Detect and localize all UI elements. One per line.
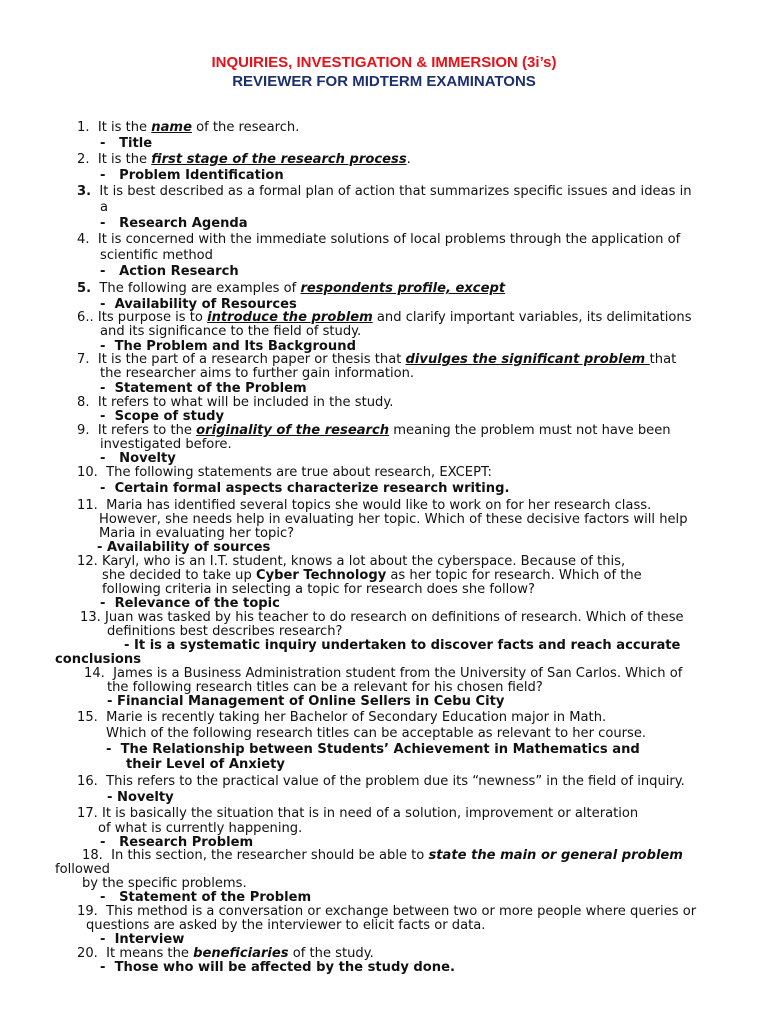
- question-7-cont: the researcher aims to further gain information.: [100, 366, 415, 381]
- answer-19: - Interview: [100, 932, 185, 947]
- question-4-cont: scientific method: [100, 248, 213, 263]
- question-17-cont: of what is currently happening.: [98, 821, 303, 836]
- question-10: 10. The following statements are true about research, EXCEPT:: [77, 465, 492, 480]
- question-18: 18. In this section, the researcher should be able to state the main or general problem: [82, 848, 683, 863]
- question-15-cont: Which of the following research titles can be acceptable as relevant to her course.: [106, 726, 647, 741]
- question-4: 4. It is concerned with the immediate solutions of local problems through the application of: [77, 232, 681, 247]
- question-13-cont: definitions best describes research?: [107, 624, 343, 639]
- answer-12: - Relevance of the topic: [100, 596, 280, 611]
- question-2: 2. It is the first stage of the research process.: [77, 152, 411, 167]
- question-16: 16. This refers to the practical value of the problem due its “newness” in the field of inquiry.: [77, 774, 685, 789]
- answer-7: - Statement of the Problem: [100, 381, 307, 396]
- document-title: INQUIRIES, INVESTIGATION & IMMERSION (3i’s): [211, 54, 557, 71]
- question-13: 13. Juan was tasked by his teacher to do research on definitions of research. Which of these: [80, 610, 684, 625]
- answer-13: - It is a systematic inquiry undertaken to discover facts and reach accurate: [124, 638, 681, 653]
- question-11-cont: However, she needs help in evaluating her topic. Which of these decisive factors will help: [99, 512, 688, 527]
- question-11: 11. Maria has identified several topics she would like to work on for her research class.: [77, 498, 652, 513]
- answer-1: - Title: [100, 136, 153, 151]
- answer-14: - Financial Management of Online Sellers in Cebu City: [107, 694, 505, 709]
- question-14-cont: the following research titles can be a relevant for his chosen field?: [107, 680, 543, 695]
- question-3-cont: a: [100, 200, 109, 215]
- question-20: 20. It means the beneficiaries of the study.: [77, 946, 374, 961]
- answer-15-cont: their Level of Anxiety: [126, 757, 285, 772]
- question-18-cont2: by the specific problems.: [82, 876, 247, 891]
- question-19-cont: questions are asked by the interviewer to elicit facts or data.: [86, 918, 486, 933]
- answer-5: - Availability of Resources: [100, 297, 297, 312]
- question-12-cont: she decided to take up Cyber Technology as her topic for research. Which of the: [102, 568, 642, 583]
- question-14: 14. James is a Business Administration student from the University of San Carlos. Which of: [84, 666, 683, 681]
- question-6: 6.. Its purpose is to introduce the problem and clarify important variables, its delimitations: [77, 310, 692, 325]
- answer-6: - The Problem and Its Background: [100, 339, 356, 354]
- question-8: 8. It refers to what will be included in the study.: [77, 395, 394, 410]
- question-9-cont: investigated before.: [100, 437, 232, 452]
- question-7: 7. It is the part of a research paper or thesis that divulges the significant problem that: [77, 352, 677, 367]
- answer-16: - Novelty: [107, 790, 174, 805]
- answer-2: - Problem Identification: [100, 168, 284, 183]
- answer-3: - Research Agenda: [100, 216, 248, 231]
- answer-20: - Those who will be affected by the study done.: [100, 960, 455, 975]
- question-3: 3. It is best described as a formal plan of action that summarizes specific issues and ideas in: [77, 184, 692, 199]
- answer-15: - The Relationship between Students’ Achievement in Mathematics and: [106, 742, 640, 757]
- document-subtitle: REVIEWER FOR MIDTERM EXAMINATONS: [232, 73, 536, 90]
- question-9: 9. It refers to the originality of the research meaning the problem must not have been: [77, 423, 671, 438]
- question-1: 1. It is the name of the research.: [77, 120, 300, 135]
- question-19: 19. This method is a conversation or exchange between two or more people where queries or: [77, 904, 697, 919]
- answer-8: - Scope of study: [100, 409, 225, 424]
- question-12: 12. Karyl, who is an I.T. student, knows a lot about the cyberspace. Because of this,: [77, 554, 626, 569]
- answer-9: - Novelty: [100, 451, 176, 466]
- answer-17: - Research Problem: [100, 835, 254, 850]
- answer-13-cont: conclusions: [55, 652, 142, 667]
- answer-18: - Statement of the Problem: [100, 890, 312, 905]
- question-18-cont: followed: [55, 862, 110, 877]
- question-15: 15. Marie is recently taking her Bachelor of Secondary Education major in Math.: [77, 710, 607, 725]
- question-11-cont2: Maria in evaluating her topic?: [99, 526, 295, 541]
- question-17: 17. It is basically the situation that is in need of a solution, improvement or alteration: [77, 806, 639, 821]
- question-6-cont: and its significance to the field of study.: [100, 324, 362, 339]
- answer-11: - Availability of sources: [97, 540, 271, 555]
- question-12-cont2: following criteria in selecting a topic for research does she follow?: [102, 582, 535, 597]
- answer-4: - Action Research: [100, 264, 239, 279]
- question-5: 5. The following are examples of respondents profile, except: [77, 281, 506, 296]
- answer-10: - Certain formal aspects characterize research writing.: [100, 481, 510, 496]
